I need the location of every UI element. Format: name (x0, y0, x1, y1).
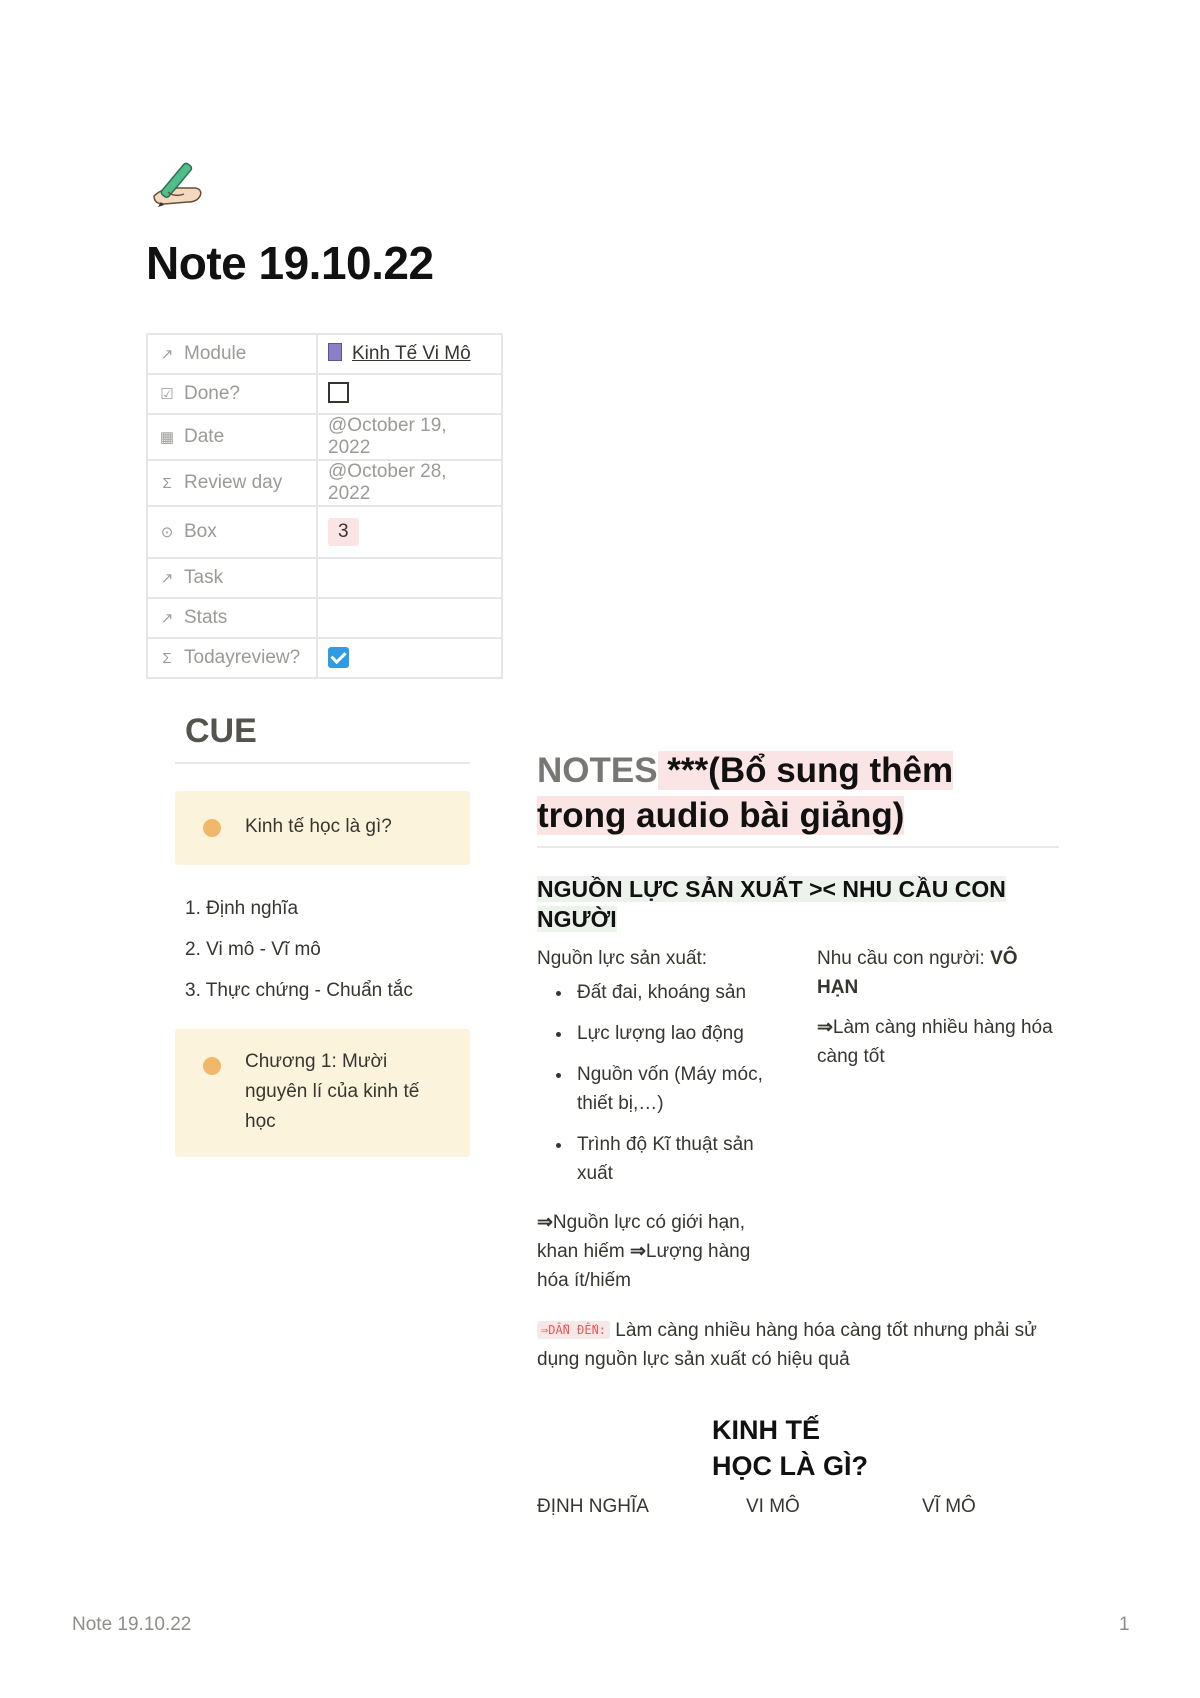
notes-heading (537, 748, 1057, 838)
box-badge: 3 (328, 518, 359, 546)
page-title: Note 19.10.22 (146, 237, 434, 289)
property-name-task[interactable] (147, 558, 317, 598)
notes-heading-highlight: trong audio bài giảng) (537, 796, 905, 835)
property-label: Review day (184, 472, 283, 493)
diagram-title-line: HỌC LÀ GÌ? (712, 1451, 868, 1481)
property-row-box (147, 506, 502, 558)
resources-list (557, 978, 793, 1200)
list-item: 2. Vi mô - Vĩ mô (185, 939, 321, 960)
property-value-stats[interactable] (317, 598, 502, 638)
property-value-task[interactable] (317, 558, 502, 598)
needs-value: VÔ HẠN (817, 948, 1018, 998)
module-link[interactable]: Kinh Tế Vi Mô (352, 343, 471, 364)
cue-divider (175, 762, 470, 764)
section-heading (537, 874, 1057, 934)
callout-question (175, 791, 470, 865)
list-item: • Trình độ Kĩ thuật sản xuất (573, 1130, 793, 1188)
needs-statement (817, 944, 1057, 1002)
implies-arrow-icon: ⇒ (629, 1241, 646, 1262)
footer-title: Note 19.10.22 (72, 1614, 192, 1635)
needs-conclusion (817, 1013, 1057, 1071)
property-name-box[interactable] (147, 506, 317, 558)
notes-heading-label: NOTES (537, 751, 658, 790)
property-label: Box (184, 521, 217, 542)
document-icon (328, 343, 342, 361)
resources-intro: Nguồn lực sản xuất: (537, 948, 708, 969)
cue-heading: CUE (185, 712, 257, 750)
notes-heading-highlight: ***(Bổ sung thêm (657, 751, 954, 790)
callout-line: học (245, 1111, 276, 1132)
section-heading-line: NGUỒN LỰC SẢN XUẤT >< NHU CẦU CON (537, 876, 1006, 902)
relation-arrow-icon: ↗ (160, 570, 174, 587)
relation-arrow-icon: ↗ (160, 610, 174, 627)
property-name-module[interactable] (147, 334, 317, 374)
list-item: 1. Định nghĩa (185, 898, 299, 919)
property-row-todayreview (147, 638, 502, 678)
needs-column (817, 944, 1057, 1082)
property-row-module (147, 334, 502, 374)
notes-divider (537, 846, 1059, 848)
diagram-label-micro: VI MÔ (746, 1496, 800, 1517)
property-value-todayreview (317, 638, 502, 678)
implies-arrow-icon: ⇒ (817, 1017, 833, 1038)
resources-conclusion (537, 1208, 777, 1295)
callout-line: Chương 1: Mười (245, 1051, 388, 1072)
property-row-done (147, 374, 502, 414)
select-icon: ⊙ (160, 524, 174, 541)
list-item: 3. Thực chứng - Chuẩn tắc (185, 980, 413, 1001)
needs-label: Nhu cầu con người: (817, 948, 991, 969)
writing-hand-icon (150, 152, 212, 208)
list-item: • Nguồn vốn (Máy móc, thiết bị,…) (573, 1060, 793, 1118)
conclusion-text: Nguồn lực có giới hạn, khan hiếm (537, 1212, 745, 1262)
property-name-date[interactable] (147, 414, 317, 460)
property-name-done[interactable] (147, 374, 317, 414)
conclusion-text: Làm càng nhiều hàng hóa càng tốt (817, 1017, 1053, 1067)
property-label: Todayreview? (184, 647, 301, 668)
leads-to-text: Làm càng nhiều hàng hóa càng tốt nhưng phải sử dụng nguồn lực sản xuất có hiệu quả (537, 1320, 1037, 1370)
property-row-review-day (147, 460, 502, 506)
property-value-date[interactable]: @October 19, 2022 (317, 414, 502, 460)
callout-text (245, 1047, 419, 1137)
leads-to-line (537, 1316, 1057, 1374)
property-value-done[interactable] (317, 374, 502, 414)
leads-to-tag: ⇒DẪN ĐẾN: (537, 1321, 610, 1339)
sigma-icon: Σ (162, 475, 172, 492)
relation-arrow-icon: ↗ (160, 346, 174, 363)
callout-chapter (175, 1029, 470, 1157)
todayreview-checkbox (328, 647, 349, 668)
property-name-todayreview[interactable] (147, 638, 317, 678)
bullet-dot-icon (203, 1057, 221, 1075)
callout-text: Kinh tế học là gì? (245, 816, 392, 837)
section-heading-line: NGƯỜI (537, 906, 617, 932)
properties-table (146, 333, 503, 679)
property-value-module[interactable] (317, 334, 502, 374)
done-checkbox[interactable] (328, 382, 349, 403)
list-item: • Đất đai, khoáng sản (573, 978, 793, 1007)
property-value-review-day: @October 28, 2022 (317, 460, 502, 506)
implies-arrow-icon: ⇒ (537, 1212, 553, 1233)
property-name-stats[interactable] (147, 598, 317, 638)
property-label: Date (184, 426, 225, 447)
property-label: Done? (184, 383, 240, 404)
diagram-label-definition: ĐỊNH NGHĨA (537, 1496, 649, 1517)
property-value-box[interactable] (317, 506, 502, 558)
property-row-date (147, 414, 502, 460)
property-label: Module (184, 343, 247, 364)
conclusion-text: Lượng hàng hóa ít/hiếm (537, 1241, 751, 1291)
footer-page-number: 1 (1119, 1614, 1130, 1635)
diagram-title-line: KINH TẾ (712, 1415, 820, 1445)
sigma-icon: Σ (162, 650, 172, 667)
property-name-review-day[interactable] (147, 460, 317, 506)
callout-line: nguyên lí của kinh tế (245, 1081, 420, 1102)
property-row-stats (147, 598, 502, 638)
calendar-icon: ▦ (159, 429, 175, 446)
bullet-dot-icon (203, 819, 221, 837)
diagram-label-macro: VĨ MÔ (922, 1496, 976, 1517)
property-row-task (147, 558, 502, 598)
checkbox-prop-icon: ☑ (160, 386, 174, 403)
list-item: • Lực lượng lao động (573, 1019, 793, 1048)
diagram-title (712, 1412, 868, 1484)
property-label: Stats (184, 607, 228, 628)
cue-numbered-list (185, 888, 413, 1011)
property-label: Task (184, 567, 224, 588)
